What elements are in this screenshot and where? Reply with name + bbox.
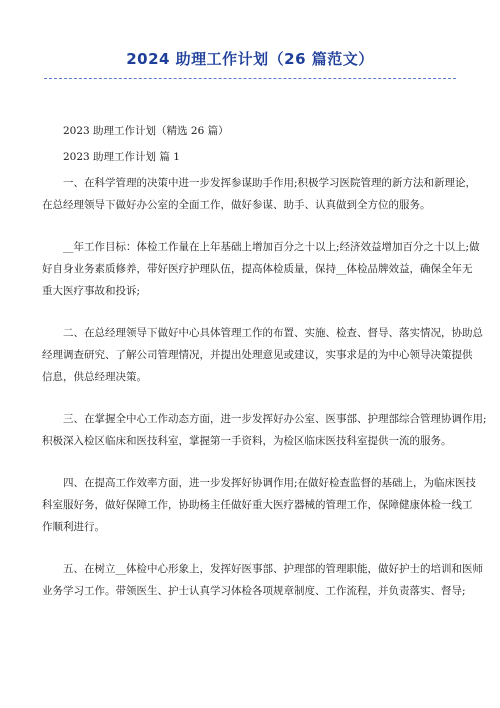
title-divider	[44, 78, 456, 79]
paragraph-line: 五、在树立__体检中心形象上，发挥好医事部、护理部的管理职能，做好护士的培训和医师	[63, 563, 483, 575]
paragraph-line: 一、在科学管理的决策中进一步发挥参谋助手作用;积极学习医院管理的新方法和新理论，	[63, 177, 477, 189]
paragraph-line: 在总经理领导下做好办公室的全面工作，做好参谋、助手、认真做到全方位的服务。	[42, 199, 431, 211]
paragraph-line: 信息，供总经理决策。	[42, 371, 147, 383]
document-title: 2024 助理工作计划（26 篇范文）	[126, 50, 374, 68]
paragraph-6	[42, 558, 483, 602]
paragraph-line: 好自身业务素质修养，带好医疗护理队伍，提高体检质量，保持__体检品牌效益，确保全年无	[42, 263, 473, 275]
document-body	[42, 120, 487, 602]
paragraph-line: 经理调查研究、了解公司管理情况，并提出处理意见或建议，实事求是的为中心领导决策提供	[42, 349, 473, 361]
paragraph-line: 作顺利进行。	[42, 521, 105, 533]
paragraph-1	[42, 172, 477, 216]
paragraph-line: 四、在提高工作效率方面，进一步发挥好协调作用;在做好检查监督的基础上，为临床医技	[63, 477, 477, 489]
paragraph-line: 业务学习工作。带领医生、护士认真学习体检各项规章制度、工作流程，并负责落实、督导;	[42, 585, 466, 597]
paragraph-line: 三、在掌握全中心工作动态方面，进一步发挥好办公室、医事部、护理部综合管理协调作用;	[63, 413, 487, 425]
subtitle-collection: 2023 助理工作计划（精选 26 篇）	[63, 125, 229, 137]
paragraph-4	[42, 408, 487, 452]
subtitle-section: 2023 助理工作计划 篇 1	[63, 151, 180, 163]
paragraph-line: 科室服好务，做好保障工作，协助杨主任做好重大医疗器械的管理工作，保障健康体检一线工	[42, 499, 473, 511]
paragraph-line: 积极深入检区临床和医技科室，掌握第一手资料，为检区临床医技科室提供一流的服务。	[42, 435, 452, 447]
paragraph-line: 二、在总经理领导下做好中心具体管理工作的布置、实施、检查、督导、落实情况，协助总	[63, 327, 483, 339]
paragraph-3	[42, 322, 483, 388]
paragraph-line: __年工作目标：体检工作量在上年基础上增加百分之十以上;经济效益增加百分之十以上;做	[63, 241, 480, 253]
paragraph-2	[42, 236, 480, 302]
paragraph-line: 重大医疗事故和投诉;	[42, 285, 141, 297]
paragraph-5	[42, 472, 477, 538]
